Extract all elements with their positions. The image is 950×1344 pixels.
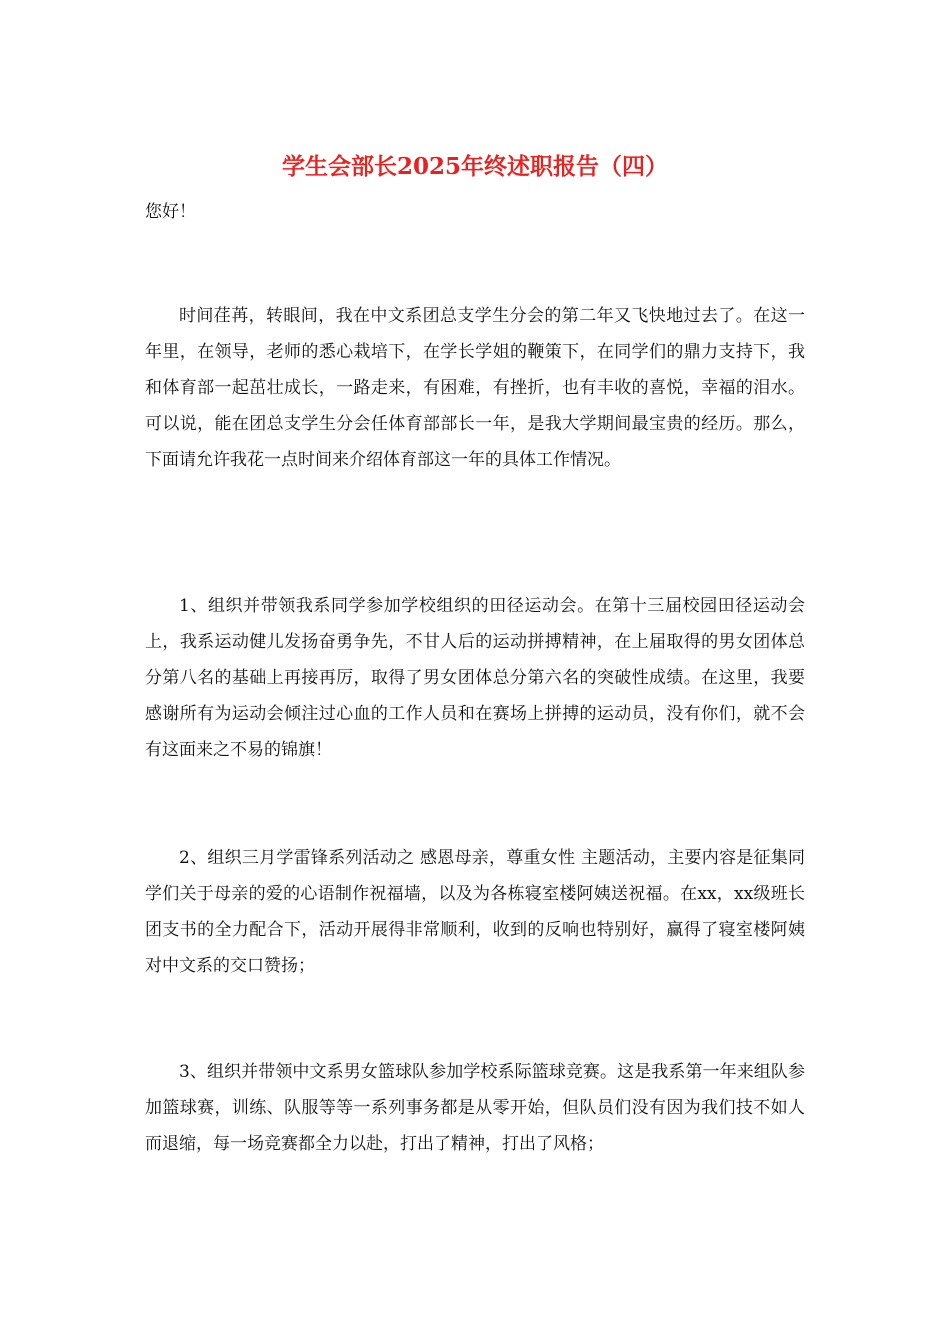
paragraph-intro: 时间荏苒，转眼间，我在中文系团总支学生分会的第二年又飞快地过去了。在这一年里，在领导，老师的悉心栽培下，在学长学姐的鞭策下，在同学们的鼎力支持下，我和体育部一起茁壮成长，一路走来，有困难，有挫折，也有丰收的喜悦，幸福的泪水。可以说，能在团总支学生分会任体育部部长一年，是我大学期间最宝贵的经历。那么，下面请允许我花一点时间来介绍体育部这一年的具体工作情况。 bbox=[145, 306, 805, 470]
document-title: 学生会部长2025年终述职报告（四） bbox=[281, 153, 668, 180]
paragraph-item-3: 3、组织并带领中文系男女篮球队参加学校系际篮球竞赛。这是我系第一年来组队参加篮球赛，训练、队服等等一系列事务都是从零开始，但队员们没有因为我们技不如人而退缩，每一场竞赛都全力以赴，打出了精神，打出了风格； bbox=[145, 1062, 805, 1154]
paragraph-item-1: 1、组织并带领我系同学参加学校组织的田径运动会。在第十三届校园田径运动会上，我系运动健儿发扬奋勇争先，不甘人后的运动拼搏精神，在上届取得的男女团体总分第八名的基础上再接再厉，取得了男女团体总分第六名的突破性成绩。在这里，我要感谢所有为运动会倾注过心血的工作人员和在赛场上拼搏的运动员，没有你们，就不会有这面来之不易的锦旗！ bbox=[145, 596, 805, 760]
paragraph-item-2: 2、组织三月学雷锋系列活动之 感恩母亲，尊重女性 主题活动，主要内容是征集同学们关于母亲的爱的心语制作祝福墙，以及为各栋寝室楼阿姨送祝福。在xx，xx级班长团支书的全力配合下，活动开展得非常顺利，收到的反响也特别好，赢得了寝室楼阿姨对中文系的交口赞扬； bbox=[145, 848, 805, 976]
greeting: 您好！ bbox=[145, 202, 196, 222]
